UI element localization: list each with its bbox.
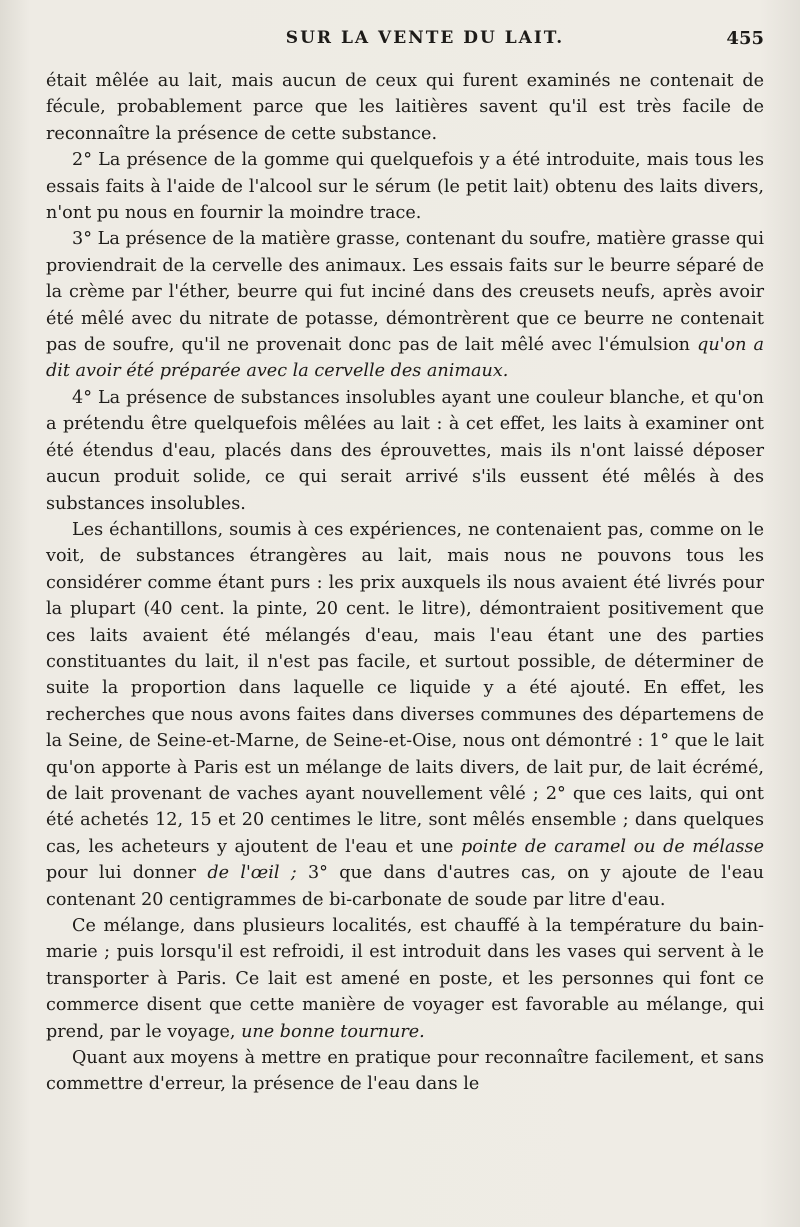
paragraph bbox=[46, 226, 764, 384]
text-run: Quant aux moyens à mettre en pratique pour reconnaître facilement, et sans commettre d'erreur, la présence de l'eau dans le bbox=[46, 1048, 764, 1095]
text-run: 3° La présence de la matière grasse, contenant du soufre, matière grasse qui proviendrait de la cervelle des animaux. Les essais faits sur le beurre séparé de la crème par l'éther, beurre qui fut inciné dans des creusets neufs, après avoir été mêlé avec du nitrate de potasse, démontrèrent que ce beurre ne contenait pas de soufre, qu'il ne provenait donc pas de lait mêlé avec l'émulsion bbox=[46, 229, 764, 356]
body-text bbox=[46, 68, 764, 1098]
paragraph bbox=[46, 68, 764, 147]
paragraph bbox=[46, 147, 764, 226]
text-run: 4° La présence de substances insolubles ayant une couleur blanche, et qu'on a prétendu être quelquefois mêlées au lait : à cet effet, les laits à examiner ont été étendus d'eau, placés dans des éprouvettes, mais ils n'ont laissé déposer aucun produit solide, ce qui serait arrivé s'ils eussent été mêlés à des substances insolubles. bbox=[46, 387, 764, 514]
text-run: était mêlée au lait, mais aucun de ceux qui furent examinés ne contenait de fécule, probablement parce que les laitières savent qu'il est très facile de reconnaître la présence de cette substance. bbox=[46, 71, 764, 144]
page-number: 455 bbox=[726, 28, 764, 49]
page-header bbox=[46, 28, 764, 68]
italic-text: de l'œil ; bbox=[207, 863, 297, 884]
paragraph bbox=[46, 385, 764, 517]
running-title: SUR LA VENTE DU LAIT. bbox=[285, 28, 565, 48]
text-run: 2° La présence de la gomme qui quelquefois y a été introduite, mais tous les essais faits à l'aide de l'alcool sur le sérum (le petit lait) obtenu des laits divers, n'ont pu nous en fournir la moindre trace. bbox=[46, 150, 764, 224]
italic-text: qu'on a dit avoir été préparée avec la cervelle des animaux. bbox=[46, 335, 764, 382]
paragraph bbox=[46, 913, 764, 1045]
text-run: Les échantillons, soumis à ces expériences, ne contenaient pas, comme on le voit, de substances étrangères au lait, mais nous ne pouvons tous les considérer comme étant purs : les prix auxquels ils nous avaient été livrés pour la plupart (40 cent. la pinte, 20 cent. le litre), démontraient positivement que ces laits avaient été mélangés d'eau, mais l'eau étant une des parties constituantes du lait, il n'est pas facile, et surtout possible, de déterminer de suite la proportion dans laquelle ce liquide y a été ajouté. En effet, les recherches que nous avons faites dans diverses communes des départemens de la Seine, de Seine-et-Marne, de Seine-et-Oise, nous ont démontré : 1° que le lait qu'on apporte à Paris est un mélange de laits divers, de lait pur, de lait écrémé, de lait provenant de vaches ayant nouvellement vêlé ; 2° que ces laits, qui ont été achetés 12, 15 et 20 centimes le litre, sont mêlés ensemble ; dans quelques cas, les acheteurs y ajoutent de l'eau et une bbox=[46, 519, 764, 857]
italic-text: pointe de caramel ou de mélasse bbox=[461, 836, 764, 857]
text-run: pour lui donner bbox=[46, 863, 208, 884]
text-run: 3° que dans d'autres cas, on y ajoute de l'eau contenant 20 centigrammes de bi-carbonate de soude par litre d'eau. bbox=[46, 863, 764, 910]
italic-text: une bonne tournure. bbox=[241, 1021, 425, 1042]
text-run: Ce mélange, dans plusieurs localités, est chauffé à la température du bain-marie ; puis lorsqu'il est refroidi, il est introduit dans les vases qui servent à le transporter à Paris. Ce lait est amené en poste, et les personnes qui font ce commerce disent que cette manière de voyager est favorable au mélange, qui prend, par le voyage, bbox=[46, 916, 764, 1042]
paragraph bbox=[46, 517, 764, 913]
paragraph bbox=[46, 1045, 764, 1098]
